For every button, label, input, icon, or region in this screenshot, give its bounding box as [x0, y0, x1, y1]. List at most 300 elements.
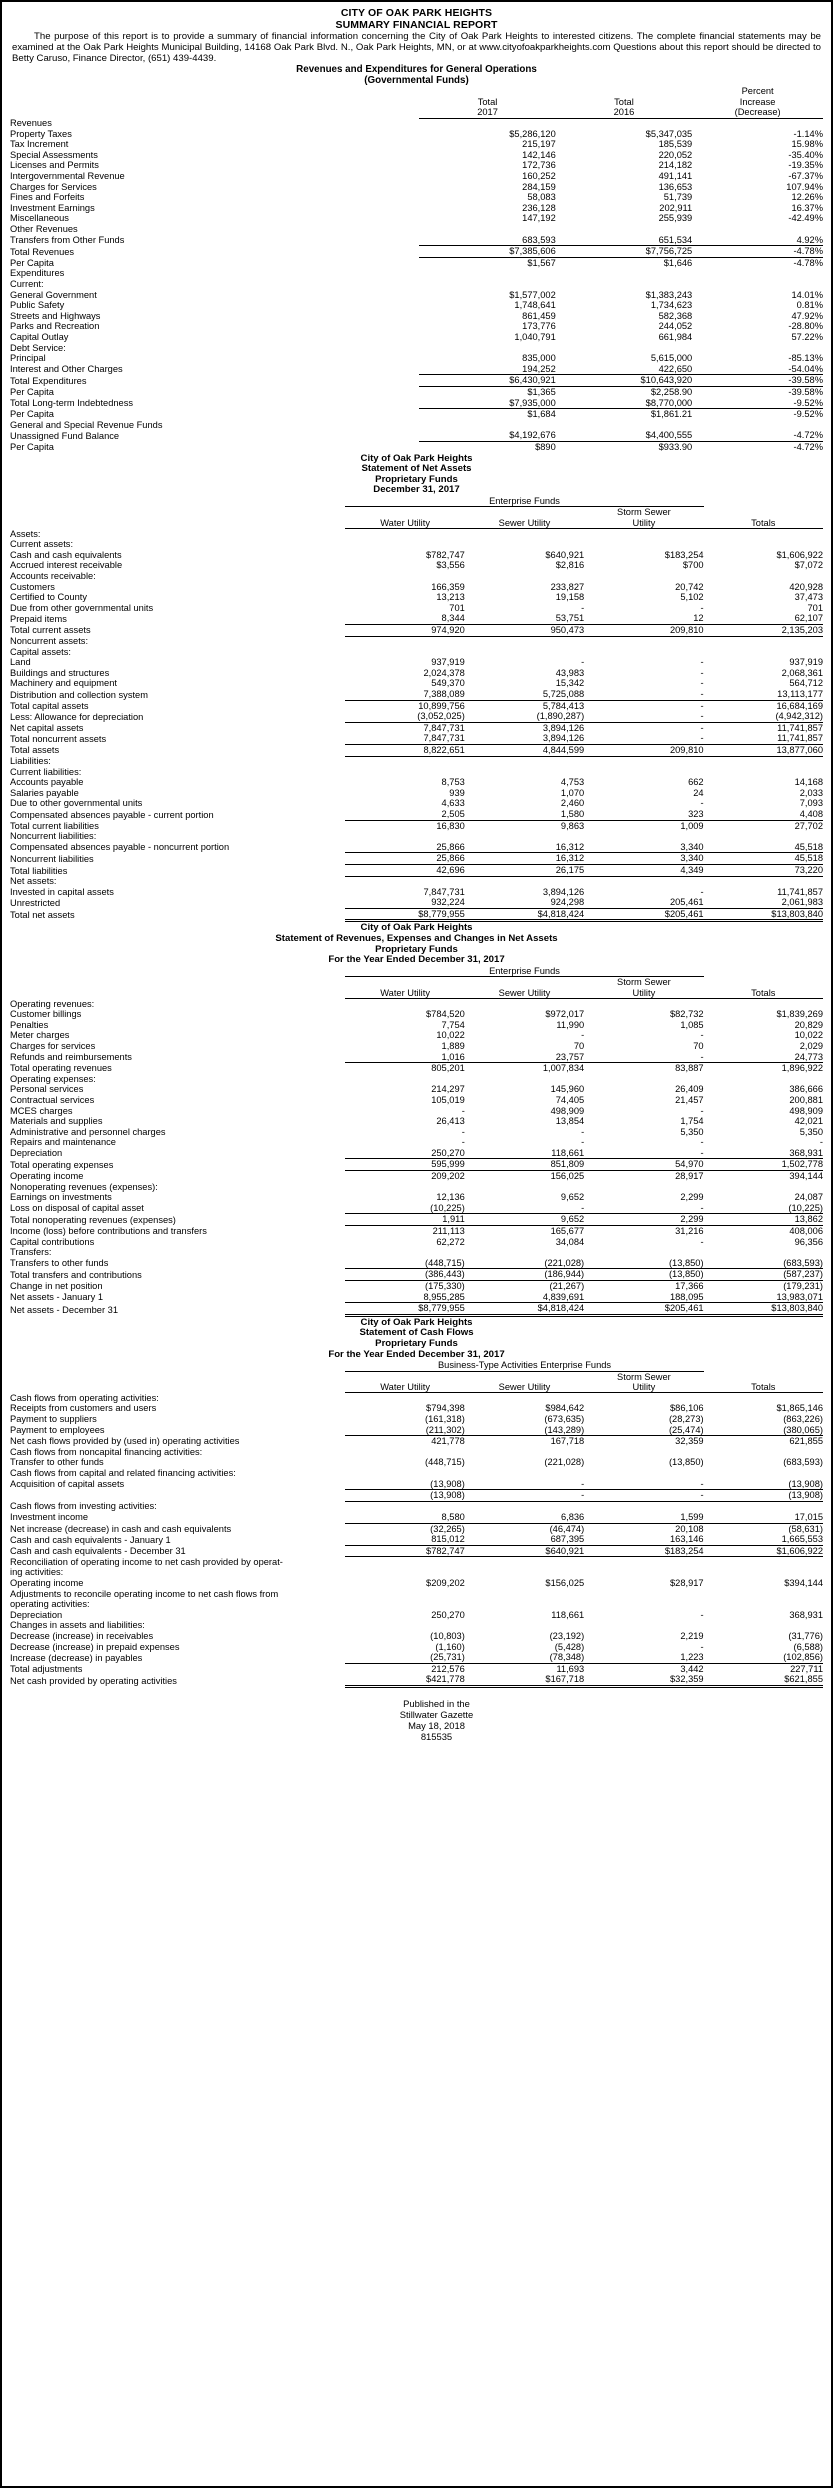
row-value-col2: 19,158	[555, 592, 585, 603]
row-value-col2: (1,890,287)	[465, 711, 584, 722]
row-value-col1: $5,286,120	[509, 128, 556, 139]
row-label: Compensated absences payable - current portion	[10, 809, 214, 820]
row-value-col2: 244,052	[658, 321, 693, 332]
row-label: Transfers to other funds	[10, 1258, 109, 1269]
row-value-col2: 9,652	[560, 1192, 585, 1203]
table-row	[10, 118, 823, 129]
row-label: Meter charges	[10, 1030, 70, 1041]
row-value-col3: -	[700, 1137, 704, 1148]
row-value-col1: $1,567	[527, 257, 556, 268]
table-row	[10, 1303, 823, 1316]
row-value-col2: 6,836	[465, 1512, 584, 1523]
row-value-col2: 26,175	[465, 865, 584, 877]
row-value-col4: (179,231)	[783, 1281, 823, 1292]
row-value-col3: $28,917	[669, 1577, 704, 1588]
row-value-col1: 939	[449, 787, 465, 798]
row-label: Cash flows from operating activities:	[10, 1392, 159, 1403]
row-value-col1: $421,778	[345, 1674, 464, 1686]
row-value-col1: 2,024,378	[423, 667, 465, 678]
row-label: Per Capita	[10, 441, 54, 452]
table-row	[10, 353, 823, 364]
row-label: Expenditures	[10, 268, 65, 279]
row-label: Total current assets	[10, 625, 91, 636]
row-label: Net assets:	[10, 876, 57, 887]
row-value-col2: -	[581, 1126, 585, 1137]
table-row	[10, 647, 823, 658]
row-value-col1: 166,359	[431, 581, 465, 592]
row-value-col3: 24	[693, 787, 704, 798]
t3-title-4: For the Year Ended December 31, 2017	[328, 954, 505, 966]
row-label: General and Special Revenue Funds	[10, 419, 163, 430]
t4-h-water: Water Utility	[345, 1382, 464, 1393]
table-row	[10, 842, 823, 853]
row-label: Revenues	[10, 118, 52, 129]
row-value-col4: $13,803,840	[704, 908, 823, 921]
row-value-col2	[465, 1182, 584, 1193]
row-value-col3: 5,350	[680, 1126, 704, 1137]
row-value-col3: $183,254	[584, 1545, 703, 1557]
row-value-col4	[704, 767, 823, 778]
t4-group-business-type: Business-Type Activities Enterprise Funds	[345, 1360, 703, 1371]
table-row	[10, 279, 823, 290]
row-value-col1: (10,225)	[345, 1203, 464, 1214]
row-value-col1: 209,202	[431, 1171, 465, 1182]
row-value-col1: (13,908)	[345, 1490, 464, 1502]
row-label: Total Expenditures	[10, 375, 87, 386]
row-value-col3: -9.52%	[793, 409, 823, 420]
row-value-col2: $2,258.90	[650, 386, 693, 397]
table-row	[10, 1171, 823, 1182]
row-value-col3	[692, 420, 823, 431]
row-label: Net cash flows provided by (used in) operating activities	[10, 1436, 240, 1447]
row-label: Decrease (increase) in prepaid expenses	[10, 1641, 180, 1652]
row-label: Charges for services	[10, 1040, 96, 1051]
row-label: Due to other governmental units	[10, 798, 143, 809]
table-row	[10, 321, 823, 332]
row-value-col3: 1,599	[584, 1512, 703, 1523]
table-row	[10, 820, 823, 831]
row-value-col2: 70	[573, 1040, 585, 1051]
row-label: Total operating expenses	[10, 1159, 114, 1170]
table-row	[10, 1468, 823, 1479]
row-value-col1: 105,019	[431, 1094, 465, 1105]
row-value-col3: 1,223	[584, 1652, 703, 1663]
row-value-col2	[465, 1567, 584, 1578]
row-value-col2: $167,718	[465, 1674, 584, 1686]
row-value-col4	[704, 876, 823, 887]
row-value-col2: 9,652	[465, 1214, 584, 1226]
row-value-col4: $1,865,146	[776, 1403, 823, 1414]
table3-body	[10, 999, 823, 1316]
row-label: Adjustments to reconcile operating income to net cash flows from	[10, 1588, 279, 1599]
row-value-col2: $1,861.21	[650, 409, 693, 420]
row-label: Cash and cash equivalents - January 1	[10, 1534, 171, 1545]
row-value-col3: 57.22%	[791, 331, 823, 342]
row-label: Refunds and reimbursements	[10, 1052, 132, 1063]
row-label: Investment income	[10, 1512, 89, 1523]
row-value-col3	[584, 571, 703, 582]
table-row	[10, 1425, 823, 1436]
t1-h-c2-l1	[556, 86, 692, 96]
row-value-col2	[465, 756, 584, 767]
row-value-col3: -42.49%	[788, 213, 823, 224]
table-row	[10, 560, 823, 571]
row-value-col2: 5,784,413	[542, 700, 585, 711]
row-value-col2: $1,383,243	[645, 289, 693, 300]
table-row	[10, 1214, 823, 1226]
table-row	[10, 1501, 823, 1512]
row-value-col1: 284,159	[522, 181, 556, 192]
row-value-col4: 564,712	[789, 678, 823, 689]
table-row	[10, 539, 823, 550]
t1-h-c2-year: 2016	[556, 107, 692, 118]
row-value-col3: -	[700, 657, 704, 668]
row-label: Land	[10, 657, 31, 668]
row-value-col3	[584, 1567, 703, 1578]
row-value-col3	[584, 999, 703, 1010]
row-label: Debt Service:	[10, 342, 66, 353]
row-label: Tax Increment	[10, 139, 69, 150]
row-value-col3: (13,850)	[584, 1258, 703, 1269]
row-value-col2	[465, 1074, 584, 1085]
table-row	[10, 1631, 823, 1642]
row-label: Principal	[10, 353, 46, 364]
row-value-col3	[584, 876, 703, 887]
t2-title-3: Proprietary Funds	[375, 473, 458, 485]
row-value-col3: 205,461	[584, 897, 703, 908]
row-label: Income (loss) before contributions and transfers	[10, 1226, 207, 1237]
table-row	[10, 300, 823, 311]
row-value-col4	[704, 1393, 823, 1404]
row-value-col4: 13,862	[704, 1214, 823, 1226]
row-label: Customer billings	[10, 1009, 82, 1020]
row-value-col2: 233,827	[550, 581, 585, 592]
row-value-col3: -4.78%	[793, 257, 823, 268]
row-value-col2: 11,990	[556, 1019, 585, 1030]
row-value-col2: 422,650	[556, 364, 692, 375]
table-row	[10, 657, 823, 668]
table-row	[10, 1041, 823, 1052]
row-label: Operating income	[10, 1577, 84, 1588]
t3-h-water: Water Utility	[345, 988, 464, 999]
table-row	[10, 235, 823, 246]
document-title-line1: CITY OF OAK PARK HEIGHTS	[340, 7, 493, 19]
row-value-col1: 549,370	[431, 678, 465, 689]
row-value-col2: $156,025	[545, 1577, 585, 1588]
row-label: Due from other governmental units	[10, 602, 154, 613]
row-value-col1: 25,866	[345, 853, 464, 865]
row-value-col1: (175,330)	[424, 1281, 465, 1292]
row-value-col2: 43,983	[555, 667, 585, 678]
table-row	[10, 788, 823, 799]
row-value-col3: -54.04%	[692, 364, 823, 375]
row-value-col1: 172,736	[522, 160, 556, 171]
table-row	[10, 592, 823, 603]
table-row	[10, 733, 823, 744]
table-row	[10, 624, 823, 636]
row-label: Per Capita	[10, 386, 54, 397]
row-value-col2: 3,894,126	[542, 886, 585, 897]
row-value-col1: $8,779,955	[345, 1303, 464, 1316]
t2-title-1: City of Oak Park Heights	[360, 452, 473, 464]
row-value-col2: 34,084	[555, 1236, 585, 1247]
row-label: Distribution and collection system	[10, 689, 148, 700]
row-value-col4: 13,983,071	[704, 1292, 823, 1303]
row-value-col1	[419, 279, 555, 290]
row-value-col1	[419, 420, 555, 431]
table-row	[10, 1247, 823, 1258]
t3-group-enterprise-funds: Enterprise Funds	[345, 966, 703, 977]
general-operations-subtitle: (Governmental Funds)	[364, 75, 469, 87]
row-value-col3: -	[700, 1641, 704, 1652]
row-value-col3: 54,970	[584, 1159, 703, 1171]
row-label: Total net assets	[10, 910, 75, 921]
t3-h-totals: Totals	[704, 988, 823, 999]
row-value-col3: -	[700, 678, 704, 689]
row-value-col2: (186,944)	[465, 1269, 584, 1281]
row-value-col3: -	[584, 1479, 703, 1490]
row-value-col2: $4,818,424	[465, 1303, 584, 1316]
row-value-col4: 408,006	[789, 1226, 823, 1237]
t1-h-blank	[10, 86, 419, 96]
row-value-col4: 17,015	[704, 1512, 823, 1523]
row-label: Current assets:	[10, 539, 74, 550]
table-row	[10, 550, 823, 561]
row-value-col3: 20,742	[675, 581, 704, 592]
t3-title-3: Proprietary Funds	[375, 943, 458, 955]
table-row	[10, 1074, 823, 1085]
row-value-col3	[584, 1589, 703, 1600]
row-value-col3	[584, 1247, 703, 1258]
row-value-col1: 250,270	[431, 1609, 465, 1620]
row-value-col4: 368,931	[789, 1609, 823, 1620]
row-value-col1	[345, 756, 464, 767]
row-value-col4: 14,168	[794, 777, 823, 788]
row-value-col3: (13,850)	[668, 1457, 704, 1468]
row-value-col3	[584, 1447, 703, 1458]
row-label: Unassigned Fund Balance	[10, 430, 120, 441]
table4-group-row	[10, 1360, 823, 1371]
row-label: Cash flows from capital and related financing activities:	[10, 1468, 236, 1479]
publication-footer	[10, 1698, 823, 1742]
row-label: Depreciation	[10, 1148, 63, 1159]
row-value-col1: $1,577,002	[509, 289, 556, 300]
row-label: General Government	[10, 289, 97, 300]
row-value-col3: (13,850)	[584, 1269, 703, 1281]
row-value-col4: (587,237)	[704, 1269, 823, 1281]
row-value-col2: (673,635)	[544, 1414, 585, 1425]
table-row	[10, 1258, 823, 1269]
row-value-col2: $8,770,000	[556, 398, 692, 409]
table-row	[10, 257, 823, 268]
row-value-col3: 70	[693, 1040, 704, 1051]
row-value-col4	[704, 1247, 823, 1258]
row-value-col2	[465, 1501, 584, 1512]
row-value-col1: $782,747	[426, 549, 465, 560]
row-value-col3	[584, 1182, 703, 1193]
row-value-col2: 74,405	[555, 1094, 585, 1105]
table-row	[10, 678, 823, 689]
row-label: Total operating revenues	[10, 1063, 112, 1074]
row-value-col3: -	[584, 1052, 703, 1063]
t4-h-storm: Utility	[584, 1382, 703, 1393]
row-value-col2	[556, 343, 692, 354]
row-value-col4: $394,144	[784, 1577, 823, 1588]
row-value-col4	[704, 571, 823, 582]
row-label: Per Capita	[10, 409, 54, 420]
table-row	[10, 1226, 823, 1237]
table-row	[10, 441, 823, 452]
statement-revenues-expenses-table	[10, 966, 823, 1317]
row-value-col2: $2,816	[555, 560, 585, 571]
row-value-col3: 2,219	[680, 1630, 704, 1641]
row-label: Total nonoperating revenues (expenses)	[10, 1214, 176, 1225]
t3-h-c3-l1: Storm Sewer	[617, 977, 671, 988]
row-value-col4: 13,113,177	[704, 689, 823, 700]
row-label: ing activities:	[10, 1567, 64, 1578]
table-row	[10, 744, 823, 756]
row-label: Transfers:	[10, 1247, 52, 1258]
table-row	[10, 1490, 823, 1502]
row-value-col3: -67.37%	[788, 171, 823, 182]
row-value-col2: 4,753	[560, 777, 585, 788]
row-label: Per Capita	[10, 257, 54, 268]
table1-body	[10, 118, 823, 452]
row-value-col3: $32,359	[584, 1674, 703, 1686]
row-value-col3: -	[584, 733, 703, 744]
table4-header-row2	[10, 1382, 823, 1393]
row-value-col2: (23,192)	[549, 1630, 585, 1641]
row-value-col3: 17,366	[675, 1281, 704, 1292]
row-value-col2: 167,718	[550, 1436, 585, 1447]
table-row	[10, 1393, 823, 1404]
row-value-col1: $890	[535, 441, 556, 452]
row-value-col2: (46,474)	[549, 1523, 585, 1534]
row-value-col1: 937,919	[431, 657, 465, 668]
row-value-col1: 58,083	[527, 192, 556, 203]
row-value-col2	[465, 1620, 584, 1631]
table-row	[10, 876, 823, 887]
row-value-col1: $7,385,606	[419, 246, 555, 258]
row-value-col2	[465, 767, 584, 778]
t1-h-c1-total: Total	[477, 96, 498, 107]
row-value-col4	[704, 1620, 823, 1631]
row-value-col3	[584, 831, 703, 842]
row-value-col1	[345, 1468, 464, 1479]
row-value-col3: -	[700, 798, 704, 809]
row-value-col1: 147,192	[522, 213, 556, 224]
row-value-col2: 13,854	[555, 1116, 585, 1127]
row-value-col2: -	[465, 1490, 584, 1502]
row-value-col3: (25,474)	[584, 1425, 703, 1436]
row-value-col4: 5,350	[799, 1126, 823, 1137]
row-value-col3: (28,273)	[668, 1414, 704, 1425]
row-value-col3: -85.13%	[788, 353, 823, 364]
row-value-col1: $4,192,676	[419, 430, 555, 441]
row-label: Interest and Other Charges	[10, 364, 123, 375]
row-value-col2: 1,070	[560, 787, 585, 798]
row-value-col2	[465, 999, 584, 1010]
row-label: Net assets - January 1	[10, 1292, 104, 1303]
t4-title-1: City of Oak Park Heights	[360, 1316, 473, 1328]
row-value-col4: 1,665,553	[704, 1534, 823, 1545]
table-row	[10, 700, 823, 711]
row-value-col3: -35.40%	[788, 149, 823, 160]
row-value-col1: 861,459	[522, 310, 556, 321]
row-value-col1: (32,265)	[430, 1523, 465, 1534]
row-value-col1	[419, 118, 555, 129]
row-value-col2: -	[581, 657, 585, 668]
row-value-col2	[465, 1447, 584, 1458]
row-value-col2	[556, 268, 692, 279]
row-value-col2: 255,939	[658, 213, 693, 224]
row-value-col1: -	[461, 1126, 465, 1137]
row-value-col1: 7,847,731	[423, 886, 465, 897]
row-label: Streets and Highways	[10, 310, 101, 321]
row-value-col2	[465, 1247, 584, 1258]
row-value-col4: 1,502,778	[704, 1159, 823, 1171]
row-value-col4: 11,741,857	[704, 733, 823, 744]
row-value-col2: 136,653	[658, 181, 693, 192]
t4-h-sewer: Sewer Utility	[465, 1382, 584, 1393]
row-value-col3: 5,102	[680, 592, 704, 603]
table-row	[10, 777, 823, 788]
table2-header-row2	[10, 518, 823, 529]
row-value-col2: 1,734,623	[650, 300, 693, 311]
row-value-col4	[704, 1589, 823, 1600]
t2-h-c3-l1: Storm Sewer	[617, 507, 671, 518]
row-value-col4: 10,022	[794, 1030, 823, 1041]
row-value-col1: $209,202	[426, 1577, 465, 1588]
row-value-col3: 4,349	[584, 865, 703, 877]
row-value-col1: 805,201	[431, 1063, 465, 1074]
row-value-col4: 16,684,169	[776, 700, 823, 711]
row-value-col2: -	[465, 1479, 584, 1490]
row-value-col4: 24,773	[704, 1052, 823, 1063]
table-row	[10, 711, 823, 722]
row-label: Cash flows from noncapital financing activities:	[10, 1446, 203, 1457]
row-value-col4: 368,931	[704, 1148, 823, 1159]
row-value-col3: -9.52%	[692, 398, 823, 409]
row-value-col4: 7,093	[799, 798, 823, 809]
row-value-col3: -	[584, 689, 703, 700]
row-value-col2: 582,368	[658, 310, 693, 321]
row-label: Total liabilities	[10, 865, 68, 876]
t1-h-c3-l1: Percent	[741, 86, 774, 97]
row-label: Earnings on investments	[10, 1192, 112, 1203]
row-label: Licenses and Permits	[10, 160, 99, 171]
row-value-col1: 8,580	[345, 1512, 464, 1523]
row-value-col2: $5,347,035	[645, 128, 693, 139]
row-value-col1: (13,908)	[345, 1479, 464, 1490]
row-value-col2: $7,756,725	[556, 246, 692, 258]
row-value-col1: 26,413	[436, 1116, 465, 1127]
table4-head	[10, 1360, 823, 1393]
row-value-col2	[465, 647, 584, 658]
row-label: Customers	[10, 581, 55, 592]
row-label: Compensated absences payable - noncurrent portion	[10, 842, 230, 853]
table-row	[10, 1127, 823, 1138]
row-value-col3: 163,146	[584, 1534, 703, 1545]
row-value-col1: 815,012	[345, 1534, 464, 1545]
row-label: Materials and supplies	[10, 1116, 103, 1127]
row-value-col1: 1,748,641	[514, 300, 556, 311]
row-value-col1: 595,999	[345, 1159, 464, 1171]
revenues-expenditures-table	[10, 86, 823, 452]
row-value-col1: 701	[449, 602, 465, 613]
row-value-col4: $1,606,922	[776, 549, 823, 560]
row-value-col1: 683,593	[419, 235, 555, 246]
